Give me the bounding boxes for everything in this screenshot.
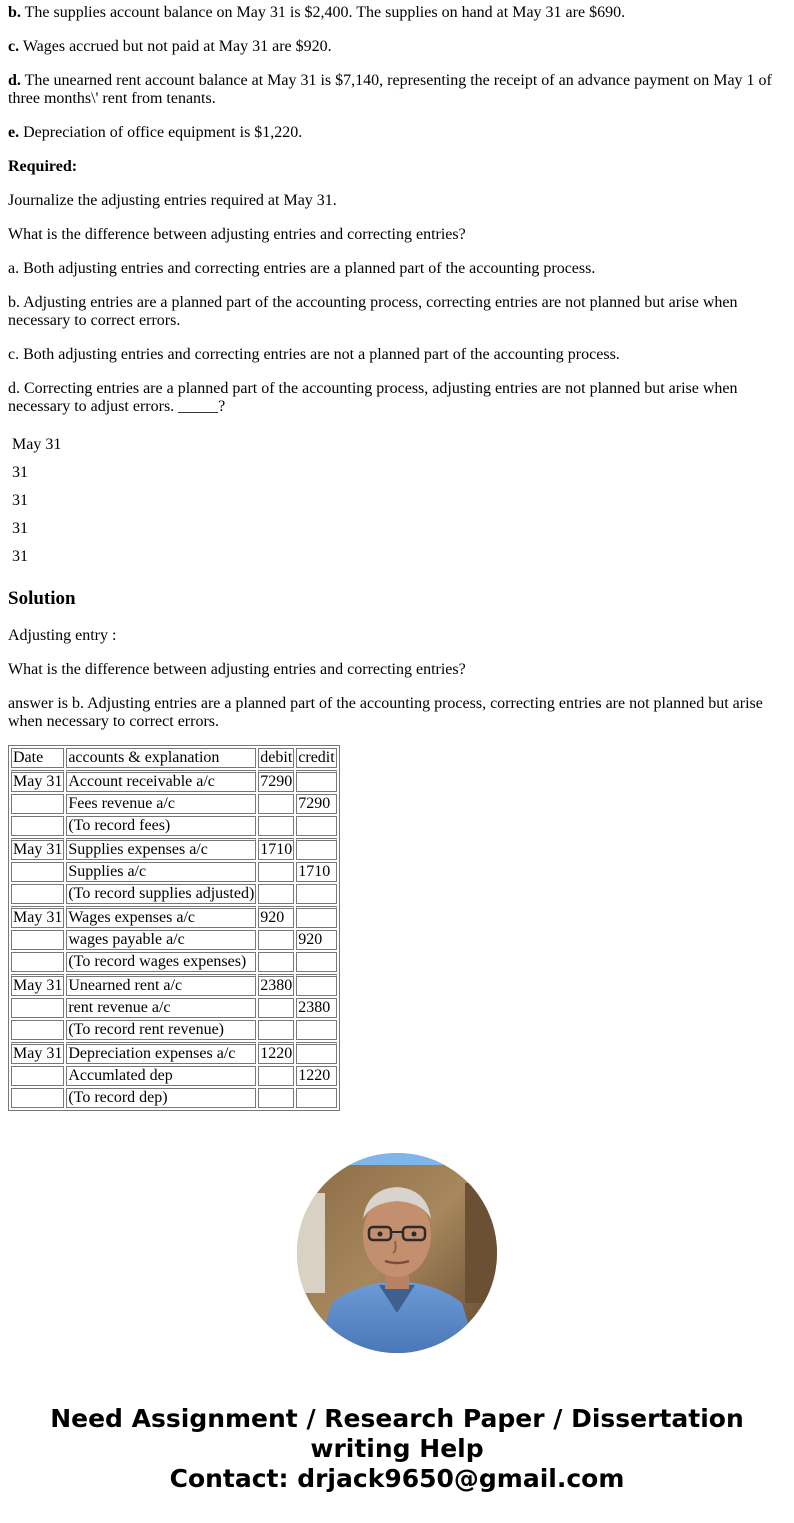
cell-date: May 31 <box>11 1042 64 1064</box>
table-row <box>11 838 337 860</box>
solution-question: What is the difference between adjusting entries and correcting entries? <box>8 661 466 678</box>
author-portrait-image <box>297 1153 497 1353</box>
cell-debit <box>258 794 294 814</box>
cell-account: Supplies expenses a/c <box>66 838 256 860</box>
header-date: Date <box>11 748 64 768</box>
solution-heading: Solution <box>8 588 76 609</box>
cell-account: Fees revenue a/c <box>66 794 256 814</box>
footer-contact: Contact: drjack9650@gmail.com <box>169 1464 625 1493</box>
journal-table <box>8 745 340 1111</box>
table-row <box>11 998 337 1018</box>
cell-debit: 2380 <box>258 974 294 996</box>
cell-account: (To record dep) <box>66 1088 256 1108</box>
cell-debit: 7290 <box>258 770 294 792</box>
cell-date <box>11 1066 64 1086</box>
cell-debit <box>258 1066 294 1086</box>
table-row <box>11 1042 337 1064</box>
cell-debit <box>258 816 294 836</box>
header-credit: credit <box>298 749 335 766</box>
cell-date <box>11 884 64 904</box>
problem-item-e: e. Depreciation of office equipment is $1,220. <box>8 124 303 141</box>
problem-item-d: d. The unearned rent account balance at May 31 is $7,140, representing the receipt of an advance payment on May 1 of three months\' rent from tenants. <box>8 72 772 107</box>
header-accounts: accounts & explanation <box>66 748 256 768</box>
cell-credit: 920 <box>296 930 336 950</box>
cell-debit <box>258 1020 294 1040</box>
cell-date <box>11 816 64 836</box>
cell-debit: 1710 <box>258 838 294 860</box>
cell-debit <box>258 998 294 1018</box>
cell-credit <box>296 1020 336 1040</box>
cell-debit <box>258 930 294 950</box>
table-row <box>11 794 337 814</box>
table-row <box>11 862 337 882</box>
cell-account: Unearned rent a/c <box>66 974 256 996</box>
cell-credit: 7290 <box>296 794 336 814</box>
date-cell: May 31 <box>12 436 62 453</box>
table-row <box>11 770 337 792</box>
cell-account: (To record rent revenue) <box>66 1020 256 1040</box>
author-photo <box>297 1153 497 1353</box>
table-row <box>11 1020 337 1040</box>
cell-debit <box>258 862 294 882</box>
date-cell: 31 <box>12 492 28 509</box>
table-row <box>11 952 337 972</box>
option-b: b. Adjusting entries are a planned part of the accounting process, correcting entries are not planned but arise when necessary to correct errors. <box>8 294 738 329</box>
cell-credit <box>296 838 336 860</box>
cell-debit <box>258 884 294 904</box>
table-row <box>11 974 337 996</box>
table-row <box>11 906 337 928</box>
cell-debit <box>258 952 294 972</box>
cell-credit <box>296 1042 336 1064</box>
cell-date <box>11 952 64 972</box>
solution-answer: answer is b. Adjusting entries are a planned part of the accounting process, correcting entries are not planned but arise when necessary to correct errors. <box>8 695 763 730</box>
cell-debit: 920 <box>258 906 294 928</box>
cell-date: May 31 <box>11 906 64 928</box>
cell-account: (To record wages expenses) <box>66 952 256 972</box>
cell-date <box>11 930 64 950</box>
required-label: Required: <box>8 158 78 175</box>
cell-credit <box>296 906 336 928</box>
cell-account: rent revenue a/c <box>66 998 256 1018</box>
cell-credit <box>296 884 336 904</box>
option-c: c. Both adjusting entries and correcting entries are not a planned part of the accounting process. <box>8 346 620 363</box>
date-cell: 31 <box>12 548 28 565</box>
cell-credit <box>296 770 336 792</box>
entry-rent <box>11 974 337 1040</box>
table-header-row <box>11 748 337 768</box>
cell-credit: 2380 <box>296 998 336 1018</box>
table-row <box>11 816 337 836</box>
cell-credit <box>296 974 336 996</box>
cell-account: (To record supplies adjusted) <box>68 885 255 902</box>
problem-item-c: c. Wages accrued but not paid at May 31 are $920. <box>8 38 332 55</box>
cell-date <box>11 862 64 882</box>
cell-account: Account receivable a/c <box>66 770 256 792</box>
cell-account: Depreciation expenses a/c <box>66 1042 256 1064</box>
cell-credit <box>296 816 336 836</box>
cell-credit <box>296 1088 336 1108</box>
cell-date <box>11 1020 64 1040</box>
problem-item-b: b. The supplies account balance on May 31 is $2,400. The supplies on hand at May 31 are $690. <box>8 4 626 21</box>
cell-account: wages payable a/c <box>66 930 256 950</box>
footer-line: writing Help <box>310 1434 484 1463</box>
cell-credit: 1220 <box>296 1066 336 1086</box>
dates-table <box>9 430 64 572</box>
cell-account: Wages expenses a/c <box>66 906 256 928</box>
cell-date: May 31 <box>11 974 64 996</box>
entry-wages <box>11 906 337 972</box>
cell-date <box>11 794 64 814</box>
table-row <box>11 1088 337 1108</box>
cell-account: Accumlated dep <box>66 1066 256 1086</box>
entry-supplies <box>11 838 337 904</box>
question: What is the difference between adjusting entries and correcting entries? <box>8 226 466 243</box>
cell-account: Supplies a/c <box>66 862 256 882</box>
cell-date: May 31 <box>11 770 64 792</box>
instruction: Journalize the adjusting entries required at May 31. <box>8 192 337 209</box>
table-row <box>11 884 337 904</box>
cell-credit: 1710 <box>296 862 336 882</box>
solution-intro: Adjusting entry : <box>8 627 117 644</box>
cell-account: (To record fees) <box>66 816 256 836</box>
entry-fees <box>11 770 337 836</box>
table-row <box>11 930 337 950</box>
option-a: a. Both adjusting entries and correcting entries are a planned part of the accounting process. <box>8 260 596 277</box>
date-cell: 31 <box>12 464 28 481</box>
cell-debit <box>258 1088 294 1108</box>
header-debit: debit <box>260 749 293 766</box>
cell-date: May 31 <box>11 838 64 860</box>
entry-depreciation <box>11 1042 337 1108</box>
footer-line: Need Assignment / Research Paper / Dissertation <box>50 1404 744 1433</box>
option-d: d. Correcting entries are a planned part of the accounting process, adjusting entries are not planned but arise when necessary to adjust errors. _____? <box>8 380 738 415</box>
footer-banner <box>0 1404 794 1494</box>
table-row <box>11 1066 337 1086</box>
date-cell: 31 <box>12 520 28 537</box>
cell-credit <box>296 952 336 972</box>
cell-date <box>11 1088 64 1108</box>
cell-date <box>11 998 64 1018</box>
cell-debit: 1220 <box>258 1042 294 1064</box>
